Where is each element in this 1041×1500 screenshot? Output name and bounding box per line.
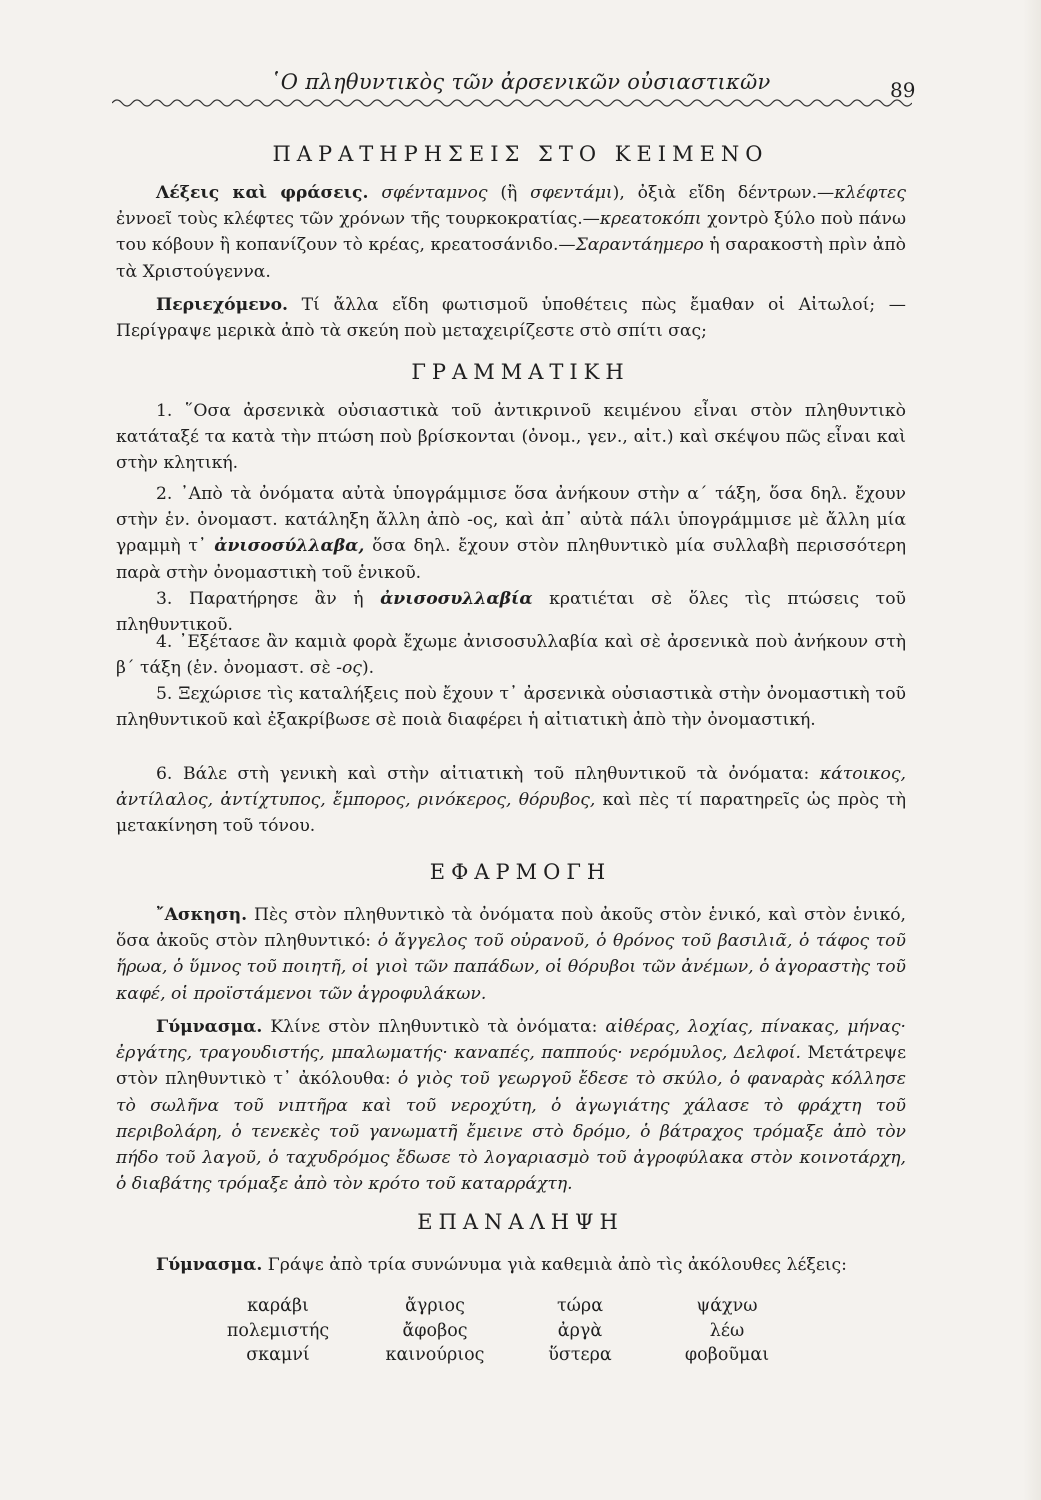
- synonym-word: ἀργὰ: [557, 1320, 603, 1341]
- text: Τί ἄλλα εἴδη φωτισμοῦ ὑποθέτεις πὼς ἔμαθαν οἱ Αἰτωλοί; —Περίγραψε μερικὰ ἀπὸ τὰ σκεύη ποὺ μεταχειρίζεστε στὸ σπίτι σας;: [116, 295, 906, 342]
- synonym-column-1: [218, 1294, 338, 1368]
- grammar-item-2: [116, 481, 906, 586]
- label-askisi: ῎Ασκηση.: [156, 905, 248, 925]
- paragraph-gymnasma: [116, 1014, 906, 1197]
- text: ).: [361, 658, 375, 679]
- text: καὶ πὲς τί παρατηρεῖς ὡς πρὸς τὴ μετακίνηση τοῦ τόνου.: [116, 790, 906, 837]
- term: -ος: [336, 658, 362, 679]
- heading-notes: ΠΑΡΑΤΗΡΗΣΕΙΣ ΣΤΟ ΚΕΙΜΕΝΟ: [272, 142, 769, 166]
- text: κρατιέται σὲ ὅλες τὶς πτώσεις τοῦ πληθυντικοῦ.: [116, 589, 906, 636]
- text: Κλίνε στὸν πληθυντικὸ τὰ ὀνόματα:: [262, 1017, 606, 1037]
- text: [368, 183, 381, 203]
- term: Σαραντάημερο: [575, 235, 704, 256]
- grammar-item-1: 1. ῞Οσα ἀρσενικὰ οὐσιαστικὰ τοῦ ἀντικρινοῦ κειμένου εἶναι στὸν πληθυντικὸ κατάταξέ τα κατὰ τὴν πτώση ποὺ βρίσκονται (ὀνομ., γεν., αἰτ.) καὶ σκέψου πῶς εἶναι καὶ στὴν κλητική.: [116, 401, 906, 474]
- term: κλέφτες: [834, 183, 907, 203]
- sentences: ὁ γιὸς τοῦ γεωργοῦ ἔδεσε τὸ σκύλο, ὁ φαναρὰς κόλλησε τὸ σωλῆνα τοῦ νιπτῆρα καὶ τοῦ νεροχύτη, ὁ ἀγωγιάτης χάλασε τὸ φράχτη τοῦ περιβολάρη, ὁ τενεκὲς τοῦ γανωματῆ ἔμεινε στὸ δρόμο, ὁ βάτραχος τρόμαξε ἀπὸ τὸν πήδο τοῦ λαγοῦ, ὁ ταχυδρόμος ἔδωσε τὸ λογαριασμὸ τοῦ ἀγροφύλακα στὸν κοινοτάρχη, ὁ διαβάτης τρόμαξε ἀπὸ τὸν κρότο τοῦ καταρράχτη.: [116, 1069, 906, 1195]
- grammar-item-5: 5. Ξεχώρισε τὶς καταλήξεις ποὺ ἔχουν τ᾽ ἀρσενικὰ οὐσιαστικὰ στὴν ὀνομαστικὴ τοῦ πληθυντικοῦ καὶ ἐξακρίβωσε σὲ ποιὰ διαφέρει ἡ αἰτιατικὴ ἀπὸ τὴν ὀνομαστική.: [116, 684, 906, 731]
- synonym-word: ὕστερα: [548, 1345, 612, 1365]
- label-periexomeno: Περιεχόμενο.: [156, 295, 289, 315]
- page-number: 89: [890, 78, 916, 102]
- grammar-item-6: [116, 761, 906, 840]
- term: κρεατοκόπι: [599, 209, 702, 230]
- text: ἐννοεῖ τοὺς κλέφτες τῶν χρόνων τῆς τουρκοκρατίας.—: [116, 209, 600, 230]
- synonym-word: λέω: [709, 1320, 745, 1341]
- synonym-column-4: [672, 1294, 782, 1368]
- paragraph-askisi: [116, 902, 906, 1007]
- text: Γράψε ἀπὸ τρία συνώνυμα γιὰ καθεμιὰ ἀπὸ τὶς ἀκόλουθες λέξεις:: [262, 1255, 847, 1275]
- wavy-rule: [112, 96, 912, 110]
- synonym-column-3: [530, 1294, 630, 1368]
- text: 3. Παρατήρησε ἂν ἡ: [156, 589, 381, 609]
- paragraph-periexomeno: [116, 292, 906, 344]
- examples: ὁ ἄγγελος τοῦ οὐρανοῦ, ὁ θρόνος τοῦ βασιλιᾶ, ὁ τάφος τοῦ ἥρωα, ὁ ὕμνος τοῦ ποιητῆ, οἱ γιοὶ τῶν παπάδων, οἱ θόρυβοι τῶν ἀνέμων, ὁ ἀγοραστὴς τοῦ καφέ, οἱ προϊστάμενοι τῶν ἀγροφυλάκων.: [116, 931, 906, 1004]
- paragraph-review-gymnasma: [116, 1252, 906, 1278]
- term: σφένταμνος: [381, 183, 488, 203]
- term: ἀνισοσύλλαβα,: [214, 536, 365, 557]
- term: ἀνισοσυλλαβία: [380, 589, 533, 609]
- text: ), ὀξιὰ εἴδη δέντρων.—: [612, 183, 835, 203]
- text: 6. Βάλε στὴ γενικὴ καὶ στὴν αἰτιατικὴ τοῦ πληθυντικοῦ τὰ ὀνόματα:: [156, 764, 820, 784]
- paragraph-lexeis: [116, 180, 906, 285]
- label-lexeis: Λέξεις καὶ φράσεις.: [156, 183, 369, 203]
- synonym-word: ἄγριος: [405, 1296, 465, 1316]
- page-edge: [1023, 0, 1041, 1500]
- synonym-word: πολεμιστής: [226, 1320, 330, 1341]
- text: ὅσα δηλ. ἔχουν στὸν πληθυντικὸ μία συλλαβὴ περισσότερη παρὰ στὴν ὀνομαστικὴ τοῦ ἑνικοῦ.: [116, 536, 906, 583]
- text: ἡ σαρακοστὴ πρὶν ἀπὸ τὰ Χριστούγεννα.: [116, 235, 906, 282]
- synonym-word: ἄφοβος: [402, 1320, 468, 1341]
- synonym-word: καράβι: [247, 1296, 309, 1316]
- text: 2. ᾽Απὸ τὰ ὀνόματα αὐτὰ ὑπογράμμισε ὅσα ἀνήκουν στὴν α´ τάξη, ὅσα δηλ. ἔχουν στὴν ἑν. ὀνομαστ. κατάληξη ἄλλη ἀπὸ -ος, καὶ ἀπ᾽ αὐτὰ πάλι ὑπογράμμισε μὲ ἄλλη μία γραμμὴ τ᾽: [116, 484, 906, 557]
- label-review-gymnasma: Γύμνασμα.: [156, 1255, 263, 1275]
- term: σφεντάμι: [530, 183, 613, 203]
- text: (ἢ: [487, 183, 531, 203]
- heading-review: ΕΠΑΝΑΛΗΨΗ: [417, 1210, 624, 1234]
- label-gymnasma: Γύμνασμα.: [156, 1017, 263, 1037]
- synonym-column-2: [370, 1294, 500, 1368]
- text: Πὲς στὸν πληθυντικὸ τὰ ὀνόματα ποὺ ἀκοῦς στὸν ἑνικό, καὶ στὸν ἑνικό, ὅσα ἀκοῦς στὸν πληθυντικό:: [116, 905, 906, 952]
- term: κάτοικος, ἀντίλαλος, ἀντίχτυπος, ἔμπορος, ρινόκερος, θόρυβος,: [116, 764, 906, 811]
- synonym-word: τώρα: [556, 1296, 604, 1316]
- synonym-word: σκαμνί: [246, 1345, 310, 1365]
- synonym-word: ψάχνω: [696, 1296, 758, 1316]
- synonym-word: φοβοῦμαι: [684, 1345, 770, 1365]
- heading-grammar: ΓΡΑΜΜΑΤΙΚΗ: [411, 360, 630, 384]
- running-title: ῾Ο πληθυντικὸς τῶν ἀρσενικῶν οὐσιαστικῶν: [270, 70, 771, 94]
- synonym-word: καινούριος: [385, 1345, 485, 1365]
- grammar-item-4: [116, 629, 906, 681]
- text: χοντρὸ ξύλο ποὺ πάνω του κόβουν ἢ κοπανίζουν τὸ κρέας, κρεατοσάνιδο.—: [116, 209, 907, 256]
- heading-application: ΕΦΑΡΜΟΓΗ: [429, 860, 612, 884]
- text: 4. ᾽Εξέτασε ἂν καμιὰ φορὰ ἔχωμε ἀνισοσυλλαβία καὶ σὲ ἀρσενικὰ ποὺ ἀνήκουν στὴ β´ τάξη (ἑν. ὀνομαστ. σὲ: [116, 632, 906, 679]
- words: αἰθέρας, λοχίας, πίνακας, μήνας· ἐργάτης, τραγουδιστής, μπαλωματής· καναπές, παππούς· νερόμυλος, Δελφοί.: [116, 1017, 907, 1064]
- text: Μετάτρεψε στὸν πληθυντικὸ τ᾽ ἀκόλουθα:: [116, 1043, 907, 1090]
